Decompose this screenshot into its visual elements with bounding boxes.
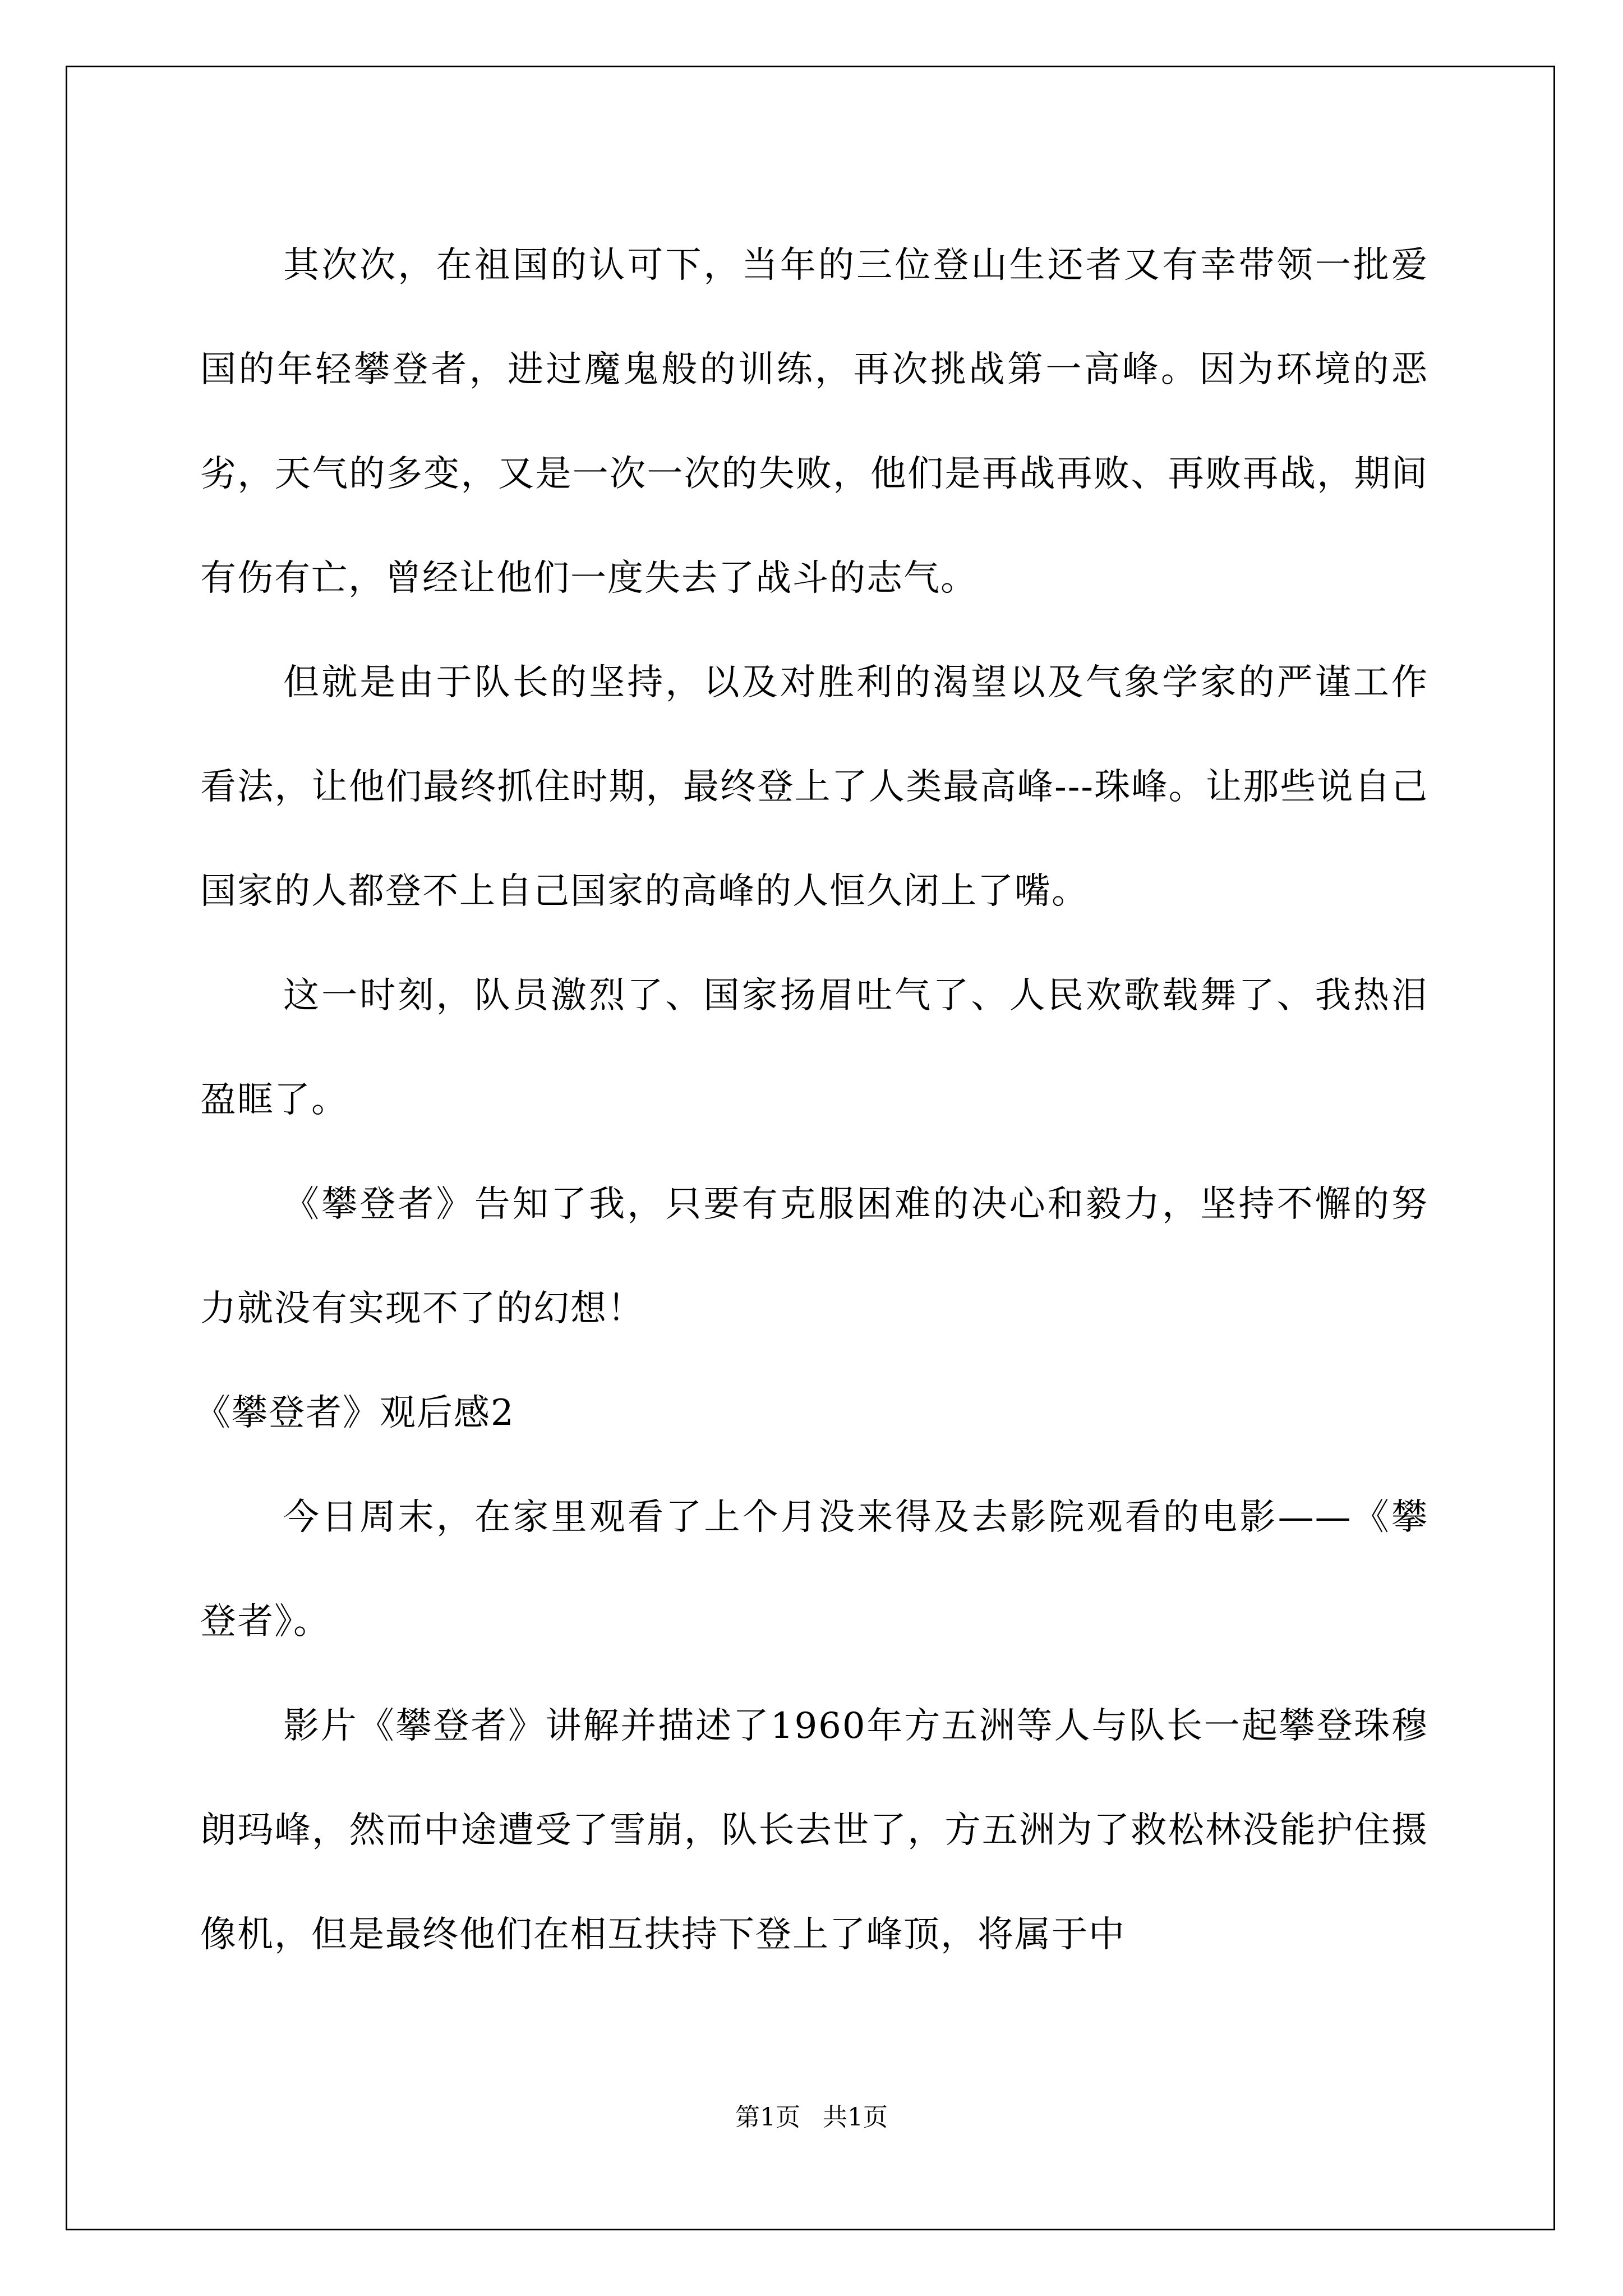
page-number: 第1页	[735, 2103, 800, 2132]
paragraph-5: 今日周末，在家里观看了上个月没来得及去影院观看的电影——《攀登者》。	[200, 1497, 1428, 1642]
paragraph-6: 影片《攀登者》讲解并描述了1960年方五洲等人与队长一起攀登珠穆朗玛峰，然而中途遭受了雪崩，队长去世了，方五洲为了救松林没能护住摄像机，但是最终他们在相互扶持下登上了峰顶，将属于中	[200, 1705, 1428, 1955]
paragraph-3: 这一时刻，队员激烈了、国家扬眉吐气了、人民欢歌载舞了、我热泪盈眶了。	[200, 975, 1428, 1121]
section-heading: 《攀登者》观后感2	[195, 1392, 515, 1434]
page-total: 共1页	[823, 2103, 888, 2132]
document-body	[195, 213, 1428, 1987]
paragraph-4: 《攀登者》告知了我，只要有克服困难的决心和毅力，坚持不懈的努力就没有实现不了的幻想！	[200, 1184, 1428, 1329]
page-footer	[0, 2101, 1623, 2134]
paragraph-1: 其次次，在祖国的认可下，当年的三位登山生还者又有幸带领一批爱国的年轻攀登者，进过魔鬼般的训练，再次挑战第一高峰。因为环境的恶劣，天气的多变，又是一次一次的失败，他们是再战再败、再败再战，期间有伤有亡，曾经让他们一度失去了战斗的志气。	[200, 245, 1428, 599]
paragraph-2: 但就是由于队长的坚持，以及对胜利的渴望以及气象学家的严谨工作看法，让他们最终抓住时期，最终登上了人类最高峰---珠峰。让那些说自己国家的人都登不上自己国家的高峰的人恒久闭上了嘴。	[200, 662, 1428, 912]
